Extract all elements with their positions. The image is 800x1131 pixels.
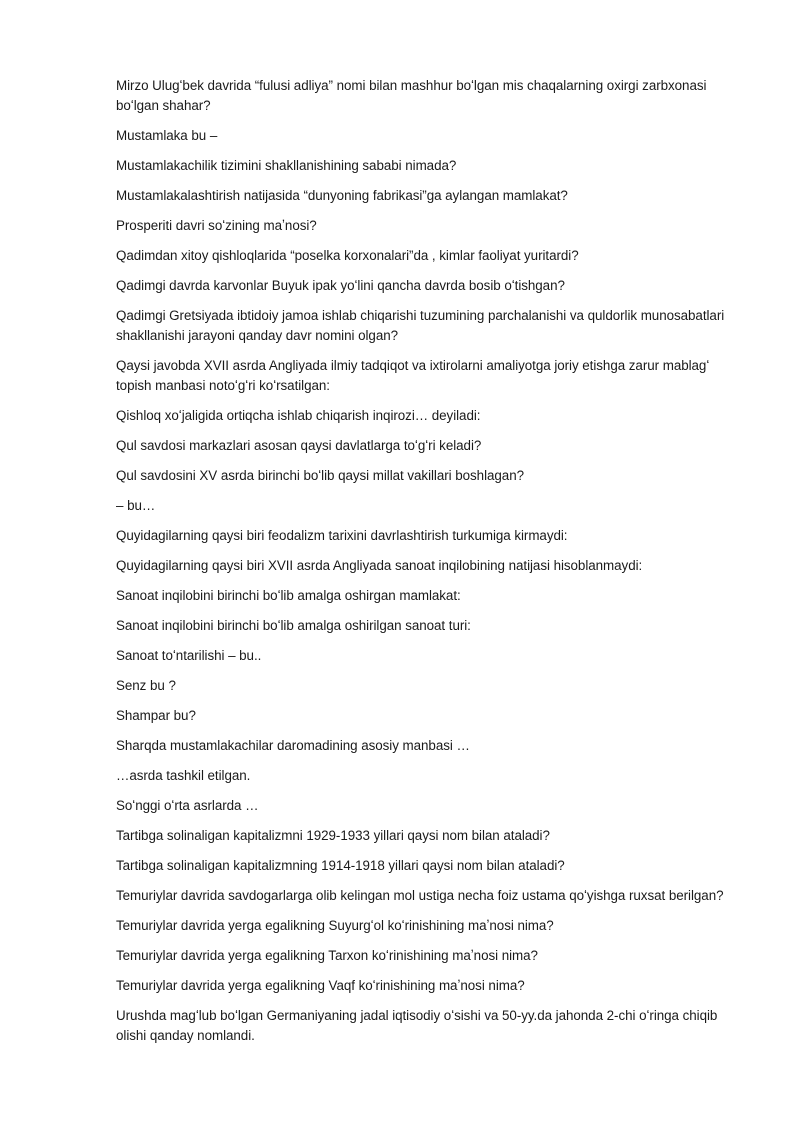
question-text: Sharqda mustamlakachilar daromadining asosiy manbasi … bbox=[116, 738, 470, 753]
question-text: Soʻnggi oʻrta asrlarda … bbox=[116, 798, 259, 813]
question-text: Qaysi javobda XVII asrda Angliyada ilmiy tadqiqot va ixtirolarni amaliyotga joriy etishga zarur mablagʻ topish manbasi notoʻgʻri koʻrsatilgan: bbox=[116, 358, 710, 393]
question-text: Temuriylar davrida savdogarlarga olib kelingan mol ustiga necha foiz ustama qoʻyishga ruxsat berilgan? bbox=[116, 888, 724, 903]
question-text: – bu… bbox=[116, 498, 156, 513]
question-text: Qadimgi Gretsiyada ibtidoiy jamoa ishlab chiqarishi tuzumining parchalanishi va quldorlik munosabatlari shakllanishi jarayoni qanday davr nomini olgan? bbox=[116, 308, 725, 343]
question-text: Quyidagilarning qaysi biri XVII asrda Angliyada sanoat inqilobining natijasi hisoblanmaydi: bbox=[116, 558, 643, 573]
question-text: Quyidagilarning qaysi biri feodalizm tarixini davrlashtirish turkumiga kirmaydi: bbox=[116, 528, 568, 543]
question-text: Shampar bu? bbox=[116, 708, 196, 723]
question-text: Temuriylar davrida yerga egalikning Vaqf koʻrinishining maʼnosi nima? bbox=[116, 978, 525, 993]
question-text: Prosperiti davri soʻzining maʼnosi? bbox=[116, 218, 317, 233]
question-text: Sanoat toʻntarilishi – bu.. bbox=[116, 648, 262, 663]
question-text: Temuriylar davrida yerga egalikning Suyurgʻol koʻrinishining maʼnosi nima? bbox=[116, 918, 554, 933]
question-text: Temuriylar davrida yerga egalikning Tarxon koʻrinishining maʼnosi nima? bbox=[116, 948, 538, 963]
question-text: Urushda magʻlub boʻlgan Germaniyaning jadal iqtisodiy oʻsishi va 50-yy.da jahonda 2-chi oʻringa chiqib olishi qanday nomlandi. bbox=[116, 1008, 718, 1043]
document-page bbox=[116, 76, 746, 1056]
question-text: Senz bu ? bbox=[116, 678, 176, 693]
question-text: Sanoat inqilobini birinchi boʻlib amalga oshirilgan sanoat turi: bbox=[116, 618, 471, 633]
question-text: Sanoat inqilobini birinchi boʻlib amalga oshirgan mamlakat: bbox=[116, 588, 461, 603]
question-text: Qishloq xoʻjaligida ortiqcha ishlab chiqarish inqirozi… deyiladi: bbox=[116, 408, 481, 423]
question-text: …asrda tashkil etilgan. bbox=[116, 768, 251, 783]
question-text: Qadimgi davrda karvonlar Buyuk ipak yoʻlini qancha davrda bosib oʻtishgan? bbox=[116, 278, 565, 293]
question-text: Mirzo Ulugʻbek davrida “fulusi adliya” nomi bilan mashhur boʻlgan mis chaqalarning oxirgi zarbxonasi boʻlgan shahar? bbox=[116, 78, 707, 113]
question-text: Qadimdan xitoy qishloqlarida “poselka korxonalari”da , kimlar faoliyat yuritardi? bbox=[116, 248, 579, 263]
question-text: Mustamlakachilik tizimini shakllanishining sababi nimada? bbox=[116, 158, 457, 173]
question-text: Qul savdosi markazlari asosan qaysi davlatlarga toʻgʻri keladi? bbox=[116, 438, 482, 453]
question-text: Tartibga solinaligan kapitalizmning 1914-1918 yillari qaysi nom bilan ataladi? bbox=[116, 858, 565, 873]
question-text: Qul savdosini XV asrda birinchi boʻlib qaysi millat vakillari boshlagan? bbox=[116, 468, 524, 483]
question-text: Mustamlaka bu – bbox=[116, 128, 218, 143]
question-text: Tartibga solinaligan kapitalizmni 1929-1933 yillari qaysi nom bilan ataladi? bbox=[116, 828, 550, 843]
question-text: Mustamlakalashtirish natijasida “dunyoning fabrikasi”ga aylangan mamlakat? bbox=[116, 188, 568, 203]
